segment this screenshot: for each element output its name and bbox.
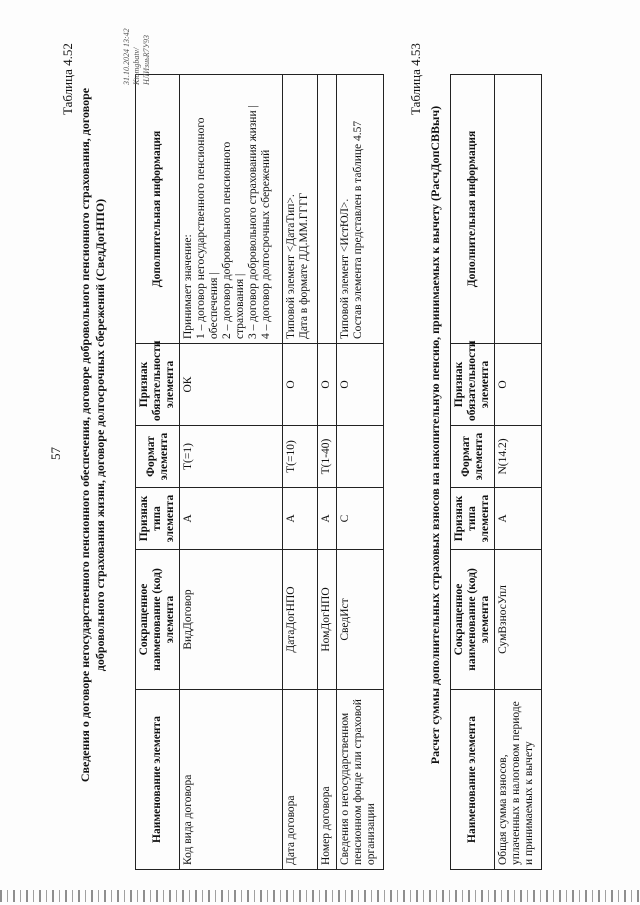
row-code: ДатаДогНПО <box>283 550 318 690</box>
row-type: А <box>283 488 318 550</box>
row-format <box>337 426 384 488</box>
table-row <box>283 75 318 870</box>
row-required: О <box>337 344 384 426</box>
row-info <box>180 75 283 344</box>
table1-label: Таблица 4.52 <box>60 43 75 115</box>
col-type-header: Признак типа элемента <box>136 488 180 550</box>
table2-title: Расчет суммы дополнительных страховых взносов на накопительную пенсию, принимаемых к вычету (РасчДопСВВыч) <box>428 105 442 765</box>
row-required: О <box>318 344 337 426</box>
table1-header-row <box>136 75 180 870</box>
col-type-header: Признак типа элемента <box>451 488 495 550</box>
row-format: T(1-40) <box>318 426 337 488</box>
row-name: Общая сумма взносов, уплаченных в налоговом периоде и принимаемых к вычету <box>495 690 542 870</box>
table2-label: Таблица 4.53 <box>408 43 423 115</box>
page-number: 57 <box>48 447 63 460</box>
row-type: А <box>495 488 542 550</box>
registration-stamp <box>122 0 152 85</box>
row-format: T(=10) <box>283 426 318 488</box>
table2 <box>450 74 542 870</box>
row-code: НомДогНПО <box>318 550 337 690</box>
table-row <box>337 75 384 870</box>
row-info <box>495 75 542 344</box>
col-info-header: Дополнительная информация <box>451 75 495 344</box>
col-code-header: Сокращенное наименование (код) элемента <box>451 550 495 690</box>
info-line: 4 – договор долгосрочных сбережений <box>260 149 272 339</box>
info-line: Типовой элемент <ДатаТип>. <box>285 194 297 339</box>
row-type: С <box>337 488 384 550</box>
row-required: ОК <box>180 344 283 426</box>
row-name: Сведения о негосударственном пенсионном фонде или страховой организации <box>337 690 384 870</box>
col-name-header: Наименование элемента <box>451 690 495 870</box>
info-line: Типовой элемент <ИстЮЛ>. <box>339 198 351 339</box>
table2-header-row <box>451 75 495 870</box>
col-required-header: Признак обязательности элемента <box>451 344 495 426</box>
row-type: А <box>180 488 283 550</box>
table1-title: Сведения о договоре негосударственного пенсионного обеспечения, договоре добровольного пенсионного страхования, договоре добровольного страхования жизни, договоре долгосрочных сбережений (СведДогНПО) <box>78 87 107 783</box>
col-format-header: Формат элемента <box>136 426 180 488</box>
info-line: Состав элемента представлен в таблице 4.57 <box>352 120 364 339</box>
table-row <box>318 75 337 870</box>
row-name: Код вида договора <box>180 690 283 870</box>
col-name-header: Наименование элемента <box>136 690 180 870</box>
info-line: Дата в формате ДД.ММ.ГГГГ <box>298 192 310 339</box>
row-code: СумВзносУпл <box>495 550 542 690</box>
row-required: О <box>495 344 542 426</box>
col-required-header: Признак обязательности элемента <box>136 344 180 426</box>
info-line: Принимает значение: <box>182 234 194 339</box>
row-name: Дата договора <box>283 690 318 870</box>
row-name: Номер договора <box>318 690 337 870</box>
info-line: 1 – договор негосударственного пенсионного обеспечения | <box>195 117 220 339</box>
table1 <box>135 74 384 870</box>
row-info <box>318 75 337 344</box>
row-info <box>337 75 384 344</box>
col-code-header: Сокращенное наименование (код) элемента <box>136 550 180 690</box>
row-required: О <box>283 344 318 426</box>
row-info <box>283 75 318 344</box>
stamp-line: Ktomgbatv/НЛИзиьR7У93 <box>132 34 151 85</box>
row-type: А <box>318 488 337 550</box>
info-line: 3 – договор добровольного страхования жизни | <box>247 105 259 339</box>
scan-edge-noise <box>0 890 640 902</box>
col-info-header: Дополнительная информация <box>136 75 180 344</box>
row-code: СведИст <box>337 550 384 690</box>
col-format-header: Формат элемента <box>451 426 495 488</box>
row-code: ВидДоговор <box>180 550 283 690</box>
info-line: 2 – договор добровольного пенсионного страхования | <box>221 141 246 339</box>
table-row <box>180 75 283 870</box>
row-format: T(=1) <box>180 426 283 488</box>
stamp-line: 31.10.2024 13:42 <box>122 28 131 85</box>
row-format: N(14.2) <box>495 426 542 488</box>
table-row <box>495 75 542 870</box>
